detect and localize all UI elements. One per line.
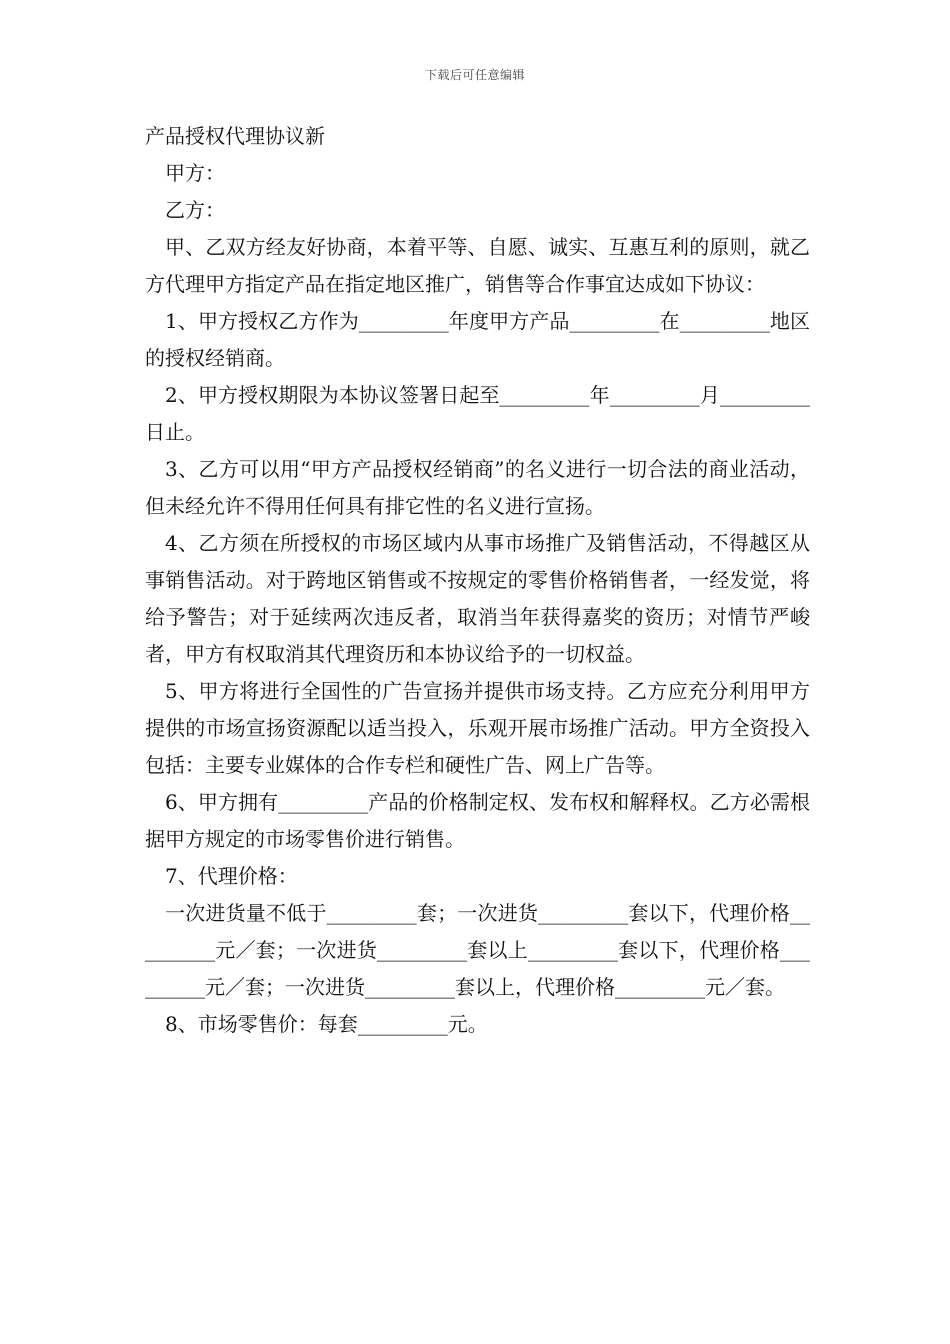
clause-6: 6、甲方拥有_________产品的价格制定权、发布权和解释权。乙方必需根据甲方规定的市场零售价进行销售。 [145, 790, 810, 851]
clause-7: 7、代理价格： [165, 864, 298, 888]
clause-7-detail: 一次进货量不低于_________套；一次进货_________套以下，代理价格_________元／套；一次进货_________套以上_________套以下，代理价格_________元／套；一次进货_________套以上，代理价格_________元／套。 [145, 901, 810, 999]
clause-2: 2、甲方授权期限为本协议签署日起至_________年_________月_________日止。 [145, 383, 810, 444]
document-title: 产品授权代理协议新 [145, 124, 325, 148]
clause-4: 4、乙方须在所授权的市场区域内从事市场推广及销售活动，不得越区从事销售活动。对于跨地区销售或不按规定的零售价格销售者，一经发觉，将给予警告；对于延续两次违反者，取消当年获得嘉奖的资历；对情节严峻者，甲方有权取消其代理资历和本协议给予的一切权益。 [145, 531, 810, 666]
clause-1: 1、甲方授权乙方作为_________年度甲方产品_________在_________地区的授权经销商。 [145, 309, 810, 370]
header-note: 下载后可任意编辑 [424, 68, 525, 82]
clause-8: 8、市场零售价：每套_________元。 [165, 1012, 488, 1036]
document-body [145, 118, 810, 1043]
party-a-line: 甲方： [165, 161, 225, 185]
clause-3: 3、乙方可以用“甲方产品授权经销商”的名义进行一切合法的商业活动，但未经允许不得用任何具有排它性的名义进行宣扬。 [145, 457, 810, 518]
intro-paragraph: 甲、乙双方经友好协商，本着平等、自愿、诚实、互惠互利的原则，就乙方代理甲方指定产品在指定地区推广，销售等合作事宜达成如下协议： [145, 235, 810, 296]
clause-5: 5、甲方将进行全国性的广告宣扬并提供市场支持。乙方应充分利用甲方提供的市场宣扬资源配以适当投入，乐观开展市场推广活动。甲方全资投入包括：主要专业媒体的合作专栏和硬性广告、网上广告等。 [145, 679, 810, 777]
party-b-line: 乙方： [165, 198, 225, 222]
